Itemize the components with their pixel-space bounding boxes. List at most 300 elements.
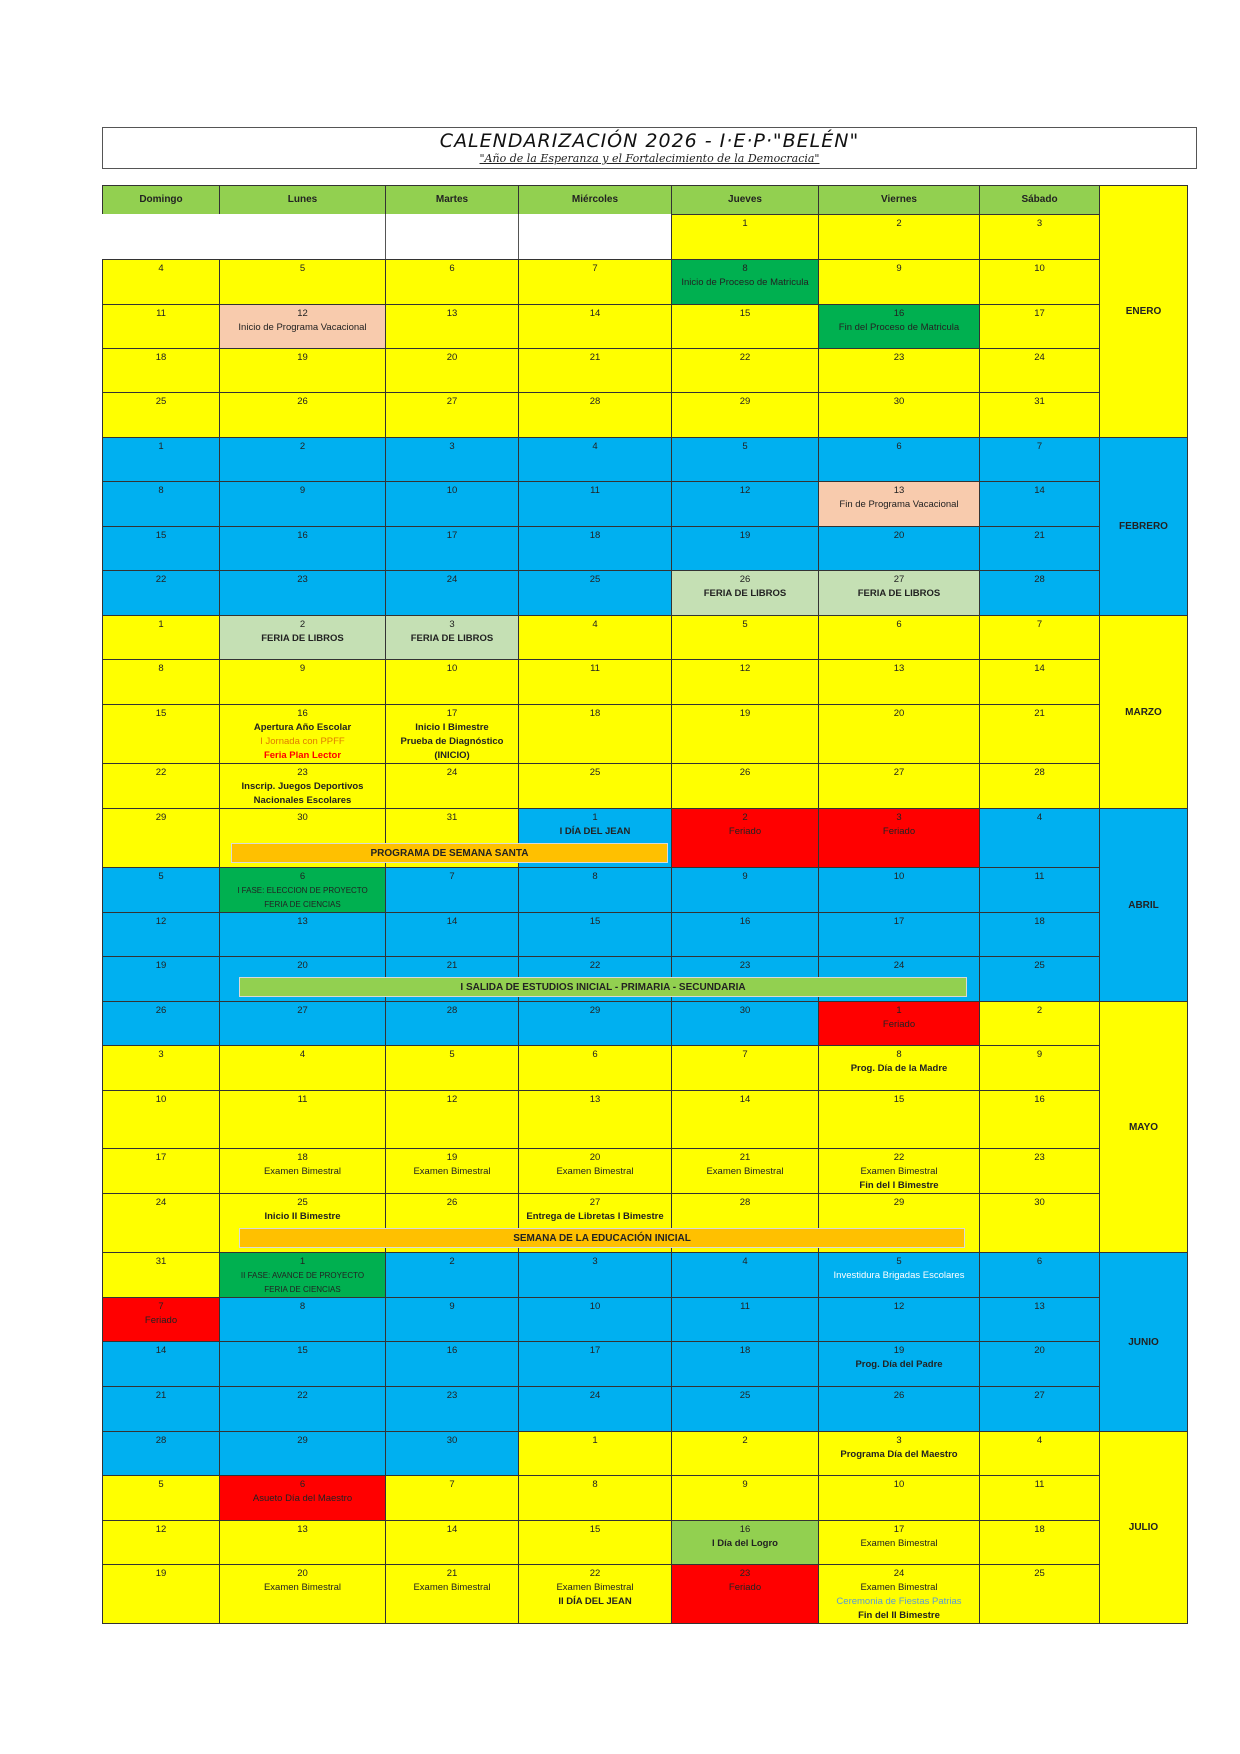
day-number: 23 xyxy=(739,1568,751,1579)
day-cell[interactable] xyxy=(518,1341,672,1387)
day-cell[interactable] xyxy=(385,259,519,305)
day-cell[interactable] xyxy=(102,1045,220,1091)
day-number: 10 xyxy=(893,871,905,882)
day-cell[interactable] xyxy=(671,437,819,482)
day-cell[interactable] xyxy=(102,1252,220,1298)
event-label: Feriado xyxy=(728,826,762,837)
day-cell[interactable] xyxy=(219,1386,386,1432)
day-cell[interactable] xyxy=(671,659,819,705)
day-number: 20 xyxy=(893,530,905,541)
day-cell[interactable] xyxy=(979,570,1100,616)
day-cell[interactable] xyxy=(979,1193,1100,1253)
day-cell[interactable] xyxy=(102,304,220,349)
day-number: 3 xyxy=(896,812,902,823)
day-number: 12 xyxy=(297,308,308,319)
day-cell[interactable] xyxy=(518,1148,672,1194)
day-cell[interactable] xyxy=(671,1045,819,1091)
day-cell[interactable] xyxy=(671,259,819,305)
day-cell[interactable] xyxy=(518,1520,672,1565)
day-cell[interactable] xyxy=(818,259,980,305)
day-cell[interactable] xyxy=(518,704,672,764)
day-cell[interactable] xyxy=(671,763,819,809)
event-label: Examen Bimestral xyxy=(263,1166,342,1177)
day-cell[interactable] xyxy=(818,912,980,957)
day-number: 3 xyxy=(449,619,455,630)
month-label-julio: JULIO xyxy=(1099,1431,1188,1624)
day-cell[interactable] xyxy=(385,912,519,957)
day-cell[interactable] xyxy=(102,808,220,868)
day-cell[interactable] xyxy=(979,704,1100,764)
event-label: II FASE: AVANCE DE PROYECTO xyxy=(240,1271,365,1280)
day-cell[interactable] xyxy=(102,704,220,764)
day-number: 21 xyxy=(155,1390,167,1401)
event-label: FERIA DE CIENCIAS xyxy=(264,1285,341,1294)
day-cell[interactable] xyxy=(219,1045,386,1091)
day-cell[interactable] xyxy=(979,1252,1100,1298)
day-cell[interactable] xyxy=(219,304,386,349)
day-cell[interactable] xyxy=(818,214,980,260)
day-number: 23 xyxy=(739,960,751,971)
day-cell[interactable] xyxy=(219,348,386,393)
day-cell[interactable] xyxy=(518,1297,672,1342)
day-cell[interactable] xyxy=(979,214,1100,260)
day-cell[interactable] xyxy=(385,1252,519,1298)
day-cell[interactable] xyxy=(818,659,980,705)
day-cell[interactable] xyxy=(385,659,519,705)
day-cell[interactable] xyxy=(818,1564,980,1624)
day-cell[interactable] xyxy=(818,808,980,868)
day-number: 17 xyxy=(893,1524,905,1535)
day-cell[interactable] xyxy=(979,259,1100,305)
day-cell[interactable] xyxy=(671,704,819,764)
day-cell[interactable] xyxy=(818,1090,980,1149)
event-label: Inicio de Programa Vacacional xyxy=(238,322,367,333)
day-cell[interactable] xyxy=(979,1564,1100,1624)
day-cell[interactable] xyxy=(979,348,1100,393)
event-label: Feriado xyxy=(882,826,916,837)
day-cell[interactable] xyxy=(671,526,819,571)
day-cell[interactable] xyxy=(518,1001,672,1046)
day-number: 13 xyxy=(893,485,905,496)
day-cell[interactable] xyxy=(818,763,980,809)
day-number: 14 xyxy=(155,1345,167,1356)
day-cell[interactable] xyxy=(102,1001,220,1046)
day-number: 7 xyxy=(1036,441,1043,452)
day-cell[interactable] xyxy=(818,1045,980,1091)
day-number: 29 xyxy=(155,812,167,823)
day-cell[interactable] xyxy=(385,1297,519,1342)
day-cell[interactable] xyxy=(219,1090,386,1149)
day-number xyxy=(103,214,219,216)
day-number: 18 xyxy=(297,1152,308,1163)
day-number: 24 xyxy=(155,1197,167,1208)
day-cell[interactable] xyxy=(102,526,220,571)
event-label: (INICIO) xyxy=(434,750,470,761)
day-number: 12 xyxy=(739,485,751,496)
day-cell[interactable] xyxy=(219,659,386,705)
event-label: II DÍA DEL JEAN xyxy=(558,1596,632,1607)
day-cell[interactable] xyxy=(979,956,1100,1002)
day-cell[interactable] xyxy=(671,912,819,957)
day-cell[interactable] xyxy=(979,1090,1100,1149)
day-cell[interactable] xyxy=(385,1341,519,1387)
day-cell[interactable] xyxy=(818,570,980,616)
day-cell[interactable] xyxy=(385,348,519,393)
day-cell[interactable] xyxy=(102,1341,220,1387)
day-cell[interactable] xyxy=(102,214,220,260)
day-cell[interactable] xyxy=(219,1564,386,1624)
day-number: 23 xyxy=(893,352,905,363)
month-label-febrero: FEBRERO xyxy=(1099,437,1188,616)
day-number: 21 xyxy=(739,1152,751,1163)
day-cell[interactable] xyxy=(219,867,386,913)
day-cell[interactable] xyxy=(818,526,980,571)
day-number xyxy=(386,214,518,216)
day-cell[interactable] xyxy=(385,570,519,616)
day-cell[interactable] xyxy=(979,1001,1100,1046)
day-number: 3 xyxy=(896,1435,902,1446)
day-cell[interactable] xyxy=(102,1386,220,1432)
day-cell[interactable] xyxy=(518,1045,672,1091)
day-cell[interactable] xyxy=(979,1297,1100,1342)
day-number: 9 xyxy=(449,1301,455,1312)
event-banner: I SALIDA DE ESTUDIOS INICIAL - PRIMARIA - SECUNDARIA xyxy=(239,977,967,997)
day-cell[interactable] xyxy=(979,1148,1100,1194)
day-cell[interactable] xyxy=(671,1564,819,1624)
day-cell[interactable] xyxy=(102,1148,220,1194)
day-number: 5 xyxy=(158,871,164,882)
day-cell[interactable] xyxy=(219,570,386,616)
day-cell[interactable] xyxy=(102,437,220,482)
day-cell[interactable] xyxy=(219,1252,386,1298)
day-number: 10 xyxy=(446,663,458,674)
day-cell[interactable] xyxy=(385,1431,519,1476)
day-number: 5 xyxy=(742,441,748,452)
day-cell[interactable] xyxy=(385,526,519,571)
day-number: 14 xyxy=(1034,485,1045,496)
day-cell[interactable] xyxy=(979,912,1100,957)
day-cell[interactable] xyxy=(219,214,386,260)
day-cell[interactable] xyxy=(979,808,1100,868)
day-number: 13 xyxy=(589,1094,601,1105)
day-cell[interactable] xyxy=(518,437,672,482)
day-cell[interactable] xyxy=(818,304,980,349)
day-cell[interactable] xyxy=(385,1520,519,1565)
day-cell[interactable] xyxy=(219,1001,386,1046)
day-cell[interactable] xyxy=(671,1252,819,1298)
day-cell[interactable] xyxy=(818,1475,980,1521)
day-cell[interactable] xyxy=(219,437,386,482)
day-number: 15 xyxy=(739,308,751,319)
day-cell[interactable] xyxy=(671,1297,819,1342)
day-cell[interactable] xyxy=(102,912,220,957)
day-cell[interactable] xyxy=(518,659,672,705)
day-cell[interactable] xyxy=(102,1520,220,1565)
day-number: 5 xyxy=(449,1049,455,1060)
day-cell[interactable] xyxy=(518,1431,672,1476)
day-cell[interactable] xyxy=(671,1090,819,1149)
day-number: 11 xyxy=(590,485,600,496)
event-label: Examen Bimestral xyxy=(413,1166,491,1177)
day-cell[interactable] xyxy=(979,1341,1100,1387)
day-cell[interactable] xyxy=(102,615,220,660)
day-cell[interactable] xyxy=(385,704,519,764)
day-number: 14 xyxy=(446,1524,458,1535)
day-cell[interactable] xyxy=(385,1001,519,1046)
day-cell[interactable] xyxy=(385,481,519,527)
day-cell[interactable] xyxy=(385,615,519,660)
event-label: Investidura Brigadas Escolares xyxy=(833,1270,965,1281)
day-cell[interactable] xyxy=(979,526,1100,571)
day-cell[interactable] xyxy=(671,1475,819,1521)
day-cell[interactable] xyxy=(219,1520,386,1565)
event-label: FERIA DE LIBROS xyxy=(410,633,494,644)
day-cell[interactable] xyxy=(671,867,819,913)
event-label: FERIA DE LIBROS xyxy=(261,633,344,644)
day-cell[interactable] xyxy=(979,437,1100,482)
day-cell[interactable] xyxy=(219,1431,386,1476)
day-cell[interactable] xyxy=(818,1001,980,1046)
day-cell[interactable] xyxy=(671,1341,819,1387)
day-number: 22 xyxy=(155,767,167,778)
day-cell[interactable] xyxy=(518,1252,672,1298)
day-cell[interactable] xyxy=(219,763,386,809)
day-cell[interactable] xyxy=(979,1475,1100,1521)
day-cell[interactable] xyxy=(979,763,1100,809)
event-banner: SEMANA DE LA EDUCACIÓN INICIAL xyxy=(239,1228,965,1248)
event-label: Examen Bimestral xyxy=(556,1166,634,1177)
day-cell[interactable] xyxy=(219,392,386,438)
day-number: 19 xyxy=(446,1152,458,1163)
day-cell[interactable] xyxy=(518,481,672,527)
day-cell[interactable] xyxy=(518,526,672,571)
day-number: 1 xyxy=(158,441,164,452)
day-number: 30 xyxy=(446,1435,458,1446)
day-cell[interactable] xyxy=(102,570,220,616)
day-cell[interactable] xyxy=(219,1341,386,1387)
day-cell[interactable] xyxy=(671,481,819,527)
day-cell[interactable] xyxy=(518,1090,672,1149)
day-cell[interactable] xyxy=(518,304,672,349)
day-number: 18 xyxy=(155,352,167,363)
day-number: 18 xyxy=(1034,1524,1045,1535)
day-number: 1 xyxy=(299,1256,306,1267)
day-number: 5 xyxy=(299,263,306,274)
day-cell[interactable] xyxy=(818,704,980,764)
day-cell[interactable] xyxy=(518,259,672,305)
day-cell[interactable] xyxy=(818,1431,980,1476)
day-cell[interactable] xyxy=(671,214,819,260)
day-cell[interactable] xyxy=(385,1045,519,1091)
day-number: 23 xyxy=(297,767,308,778)
day-cell[interactable] xyxy=(385,1564,519,1624)
page-title: CALENDARIZACIÓN 2026 - I·E·P·"BELÉN" xyxy=(439,130,860,152)
event-label: I Día del Logro xyxy=(712,1538,778,1549)
day-cell[interactable] xyxy=(219,912,386,957)
day-cell[interactable] xyxy=(979,481,1100,527)
day-cell[interactable] xyxy=(671,1520,819,1565)
event-label: Examen Bimestral xyxy=(263,1582,342,1593)
day-number: 4 xyxy=(592,619,598,630)
day-cell[interactable] xyxy=(518,763,672,809)
day-cell[interactable] xyxy=(102,659,220,705)
day-cell[interactable] xyxy=(219,704,386,764)
day-cell[interactable] xyxy=(102,867,220,913)
day-number: 24 xyxy=(589,1390,601,1401)
day-cell[interactable] xyxy=(102,1475,220,1521)
day-cell[interactable] xyxy=(385,1386,519,1432)
day-cell[interactable] xyxy=(671,304,819,349)
day-cell[interactable] xyxy=(102,763,220,809)
event-banner: PROGRAMA DE SEMANA SANTA xyxy=(231,843,668,863)
day-cell[interactable] xyxy=(818,1148,980,1194)
day-number: 28 xyxy=(1034,767,1045,778)
day-cell[interactable] xyxy=(818,1386,980,1432)
day-number: 13 xyxy=(297,1524,308,1535)
day-cell[interactable] xyxy=(818,1520,980,1565)
day-cell[interactable] xyxy=(979,304,1100,349)
day-cell[interactable] xyxy=(102,1090,220,1149)
day-cell[interactable] xyxy=(385,763,519,809)
day-cell[interactable] xyxy=(385,392,519,438)
day-cell[interactable] xyxy=(671,615,819,660)
day-number: 25 xyxy=(297,1197,308,1208)
day-number: 1 xyxy=(592,812,598,823)
day-number: 9 xyxy=(299,663,306,674)
day-cell[interactable] xyxy=(818,867,980,913)
day-cell[interactable] xyxy=(518,348,672,393)
day-number: 24 xyxy=(1034,352,1045,363)
day-cell[interactable] xyxy=(385,214,519,260)
weekday-header-6: Sábado xyxy=(979,185,1100,215)
day-cell[interactable] xyxy=(219,1475,386,1521)
day-cell[interactable] xyxy=(979,392,1100,438)
day-number: 17 xyxy=(1034,308,1045,319)
day-cell[interactable] xyxy=(671,1001,819,1046)
day-cell[interactable] xyxy=(671,1431,819,1476)
day-number: 17 xyxy=(446,530,458,541)
day-cell[interactable] xyxy=(518,615,672,660)
day-cell[interactable] xyxy=(518,1564,672,1624)
day-cell[interactable] xyxy=(671,570,819,616)
month-label-abril: ABRIL xyxy=(1099,808,1188,1002)
day-number: 14 xyxy=(446,916,458,927)
day-cell[interactable] xyxy=(818,392,980,438)
day-cell[interactable] xyxy=(818,1297,980,1342)
day-number: 29 xyxy=(893,1197,905,1208)
day-number: 5 xyxy=(158,1479,164,1490)
day-cell[interactable] xyxy=(671,808,819,868)
day-number: 16 xyxy=(297,530,308,541)
day-cell[interactable] xyxy=(818,348,980,393)
weekday-header-0: Domingo xyxy=(102,185,220,215)
day-number: 11 xyxy=(590,663,600,674)
day-cell[interactable] xyxy=(979,615,1100,660)
day-cell[interactable] xyxy=(818,481,980,527)
day-cell[interactable] xyxy=(979,659,1100,705)
day-number: 10 xyxy=(589,1301,601,1312)
event-label: Examen Bimestral xyxy=(860,1538,938,1549)
day-number: 22 xyxy=(589,960,601,971)
day-cell[interactable] xyxy=(385,304,519,349)
day-cell[interactable] xyxy=(671,1386,819,1432)
day-cell[interactable] xyxy=(102,1193,220,1253)
day-cell[interactable] xyxy=(518,392,672,438)
day-number: 9 xyxy=(299,485,306,496)
day-cell[interactable] xyxy=(818,437,980,482)
day-cell[interactable] xyxy=(102,481,220,527)
day-cell[interactable] xyxy=(102,259,220,305)
event-label: Inicio de Proceso de Matricula xyxy=(681,277,809,288)
event-label: I FASE: ELECCION DE PROYECTO xyxy=(237,886,368,895)
weekday-header-3: Miércoles xyxy=(518,185,672,215)
day-cell[interactable] xyxy=(102,1564,220,1624)
day-cell[interactable] xyxy=(385,1090,519,1149)
day-cell[interactable] xyxy=(818,1252,980,1298)
day-cell[interactable] xyxy=(102,392,220,438)
day-cell[interactable] xyxy=(102,956,220,1002)
day-cell[interactable] xyxy=(818,1341,980,1387)
day-cell[interactable] xyxy=(979,1386,1100,1432)
event-label: Fin del II Bimestre xyxy=(858,1610,940,1621)
day-cell[interactable] xyxy=(219,526,386,571)
day-cell[interactable] xyxy=(671,392,819,438)
day-cell[interactable] xyxy=(219,481,386,527)
day-number: 2 xyxy=(449,1256,455,1267)
day-cell[interactable] xyxy=(979,1520,1100,1565)
day-cell[interactable] xyxy=(979,867,1100,913)
day-number: 3 xyxy=(449,441,455,452)
day-number: 26 xyxy=(739,767,751,778)
day-cell[interactable] xyxy=(979,1431,1100,1476)
day-cell[interactable] xyxy=(518,1475,672,1521)
day-number xyxy=(519,214,671,216)
day-number: 29 xyxy=(297,1435,308,1446)
day-cell[interactable] xyxy=(385,867,519,913)
day-cell[interactable] xyxy=(671,348,819,393)
day-number: 27 xyxy=(893,574,905,585)
day-cell[interactable] xyxy=(671,1148,819,1194)
day-cell[interactable] xyxy=(102,1431,220,1476)
day-cell[interactable] xyxy=(518,912,672,957)
day-cell[interactable] xyxy=(102,1297,220,1342)
day-number: 16 xyxy=(893,308,905,319)
day-number: 27 xyxy=(1034,1390,1045,1401)
day-cell[interactable] xyxy=(518,867,672,913)
day-number: 26 xyxy=(446,1197,458,1208)
day-cell[interactable] xyxy=(219,259,386,305)
day-cell[interactable] xyxy=(219,1148,386,1194)
event-label: Feriado xyxy=(144,1315,178,1326)
day-cell[interactable] xyxy=(518,1386,672,1432)
weekday-header-4: Jueves xyxy=(671,185,819,215)
event-label: Programa Día del Maestro xyxy=(840,1449,958,1460)
day-cell[interactable] xyxy=(219,615,386,660)
day-cell[interactable] xyxy=(518,570,672,616)
day-cell[interactable] xyxy=(518,214,672,260)
day-number: 29 xyxy=(589,1005,601,1016)
day-cell[interactable] xyxy=(219,1297,386,1342)
day-cell[interactable] xyxy=(102,348,220,393)
day-number: 7 xyxy=(1036,619,1043,630)
event-label: Examen Bimestral xyxy=(706,1166,784,1177)
day-cell[interactable] xyxy=(385,437,519,482)
day-cell[interactable] xyxy=(818,615,980,660)
day-cell[interactable] xyxy=(385,1148,519,1194)
day-cell[interactable] xyxy=(385,1475,519,1521)
day-number: 7 xyxy=(158,1301,164,1312)
day-cell[interactable] xyxy=(979,1045,1100,1091)
